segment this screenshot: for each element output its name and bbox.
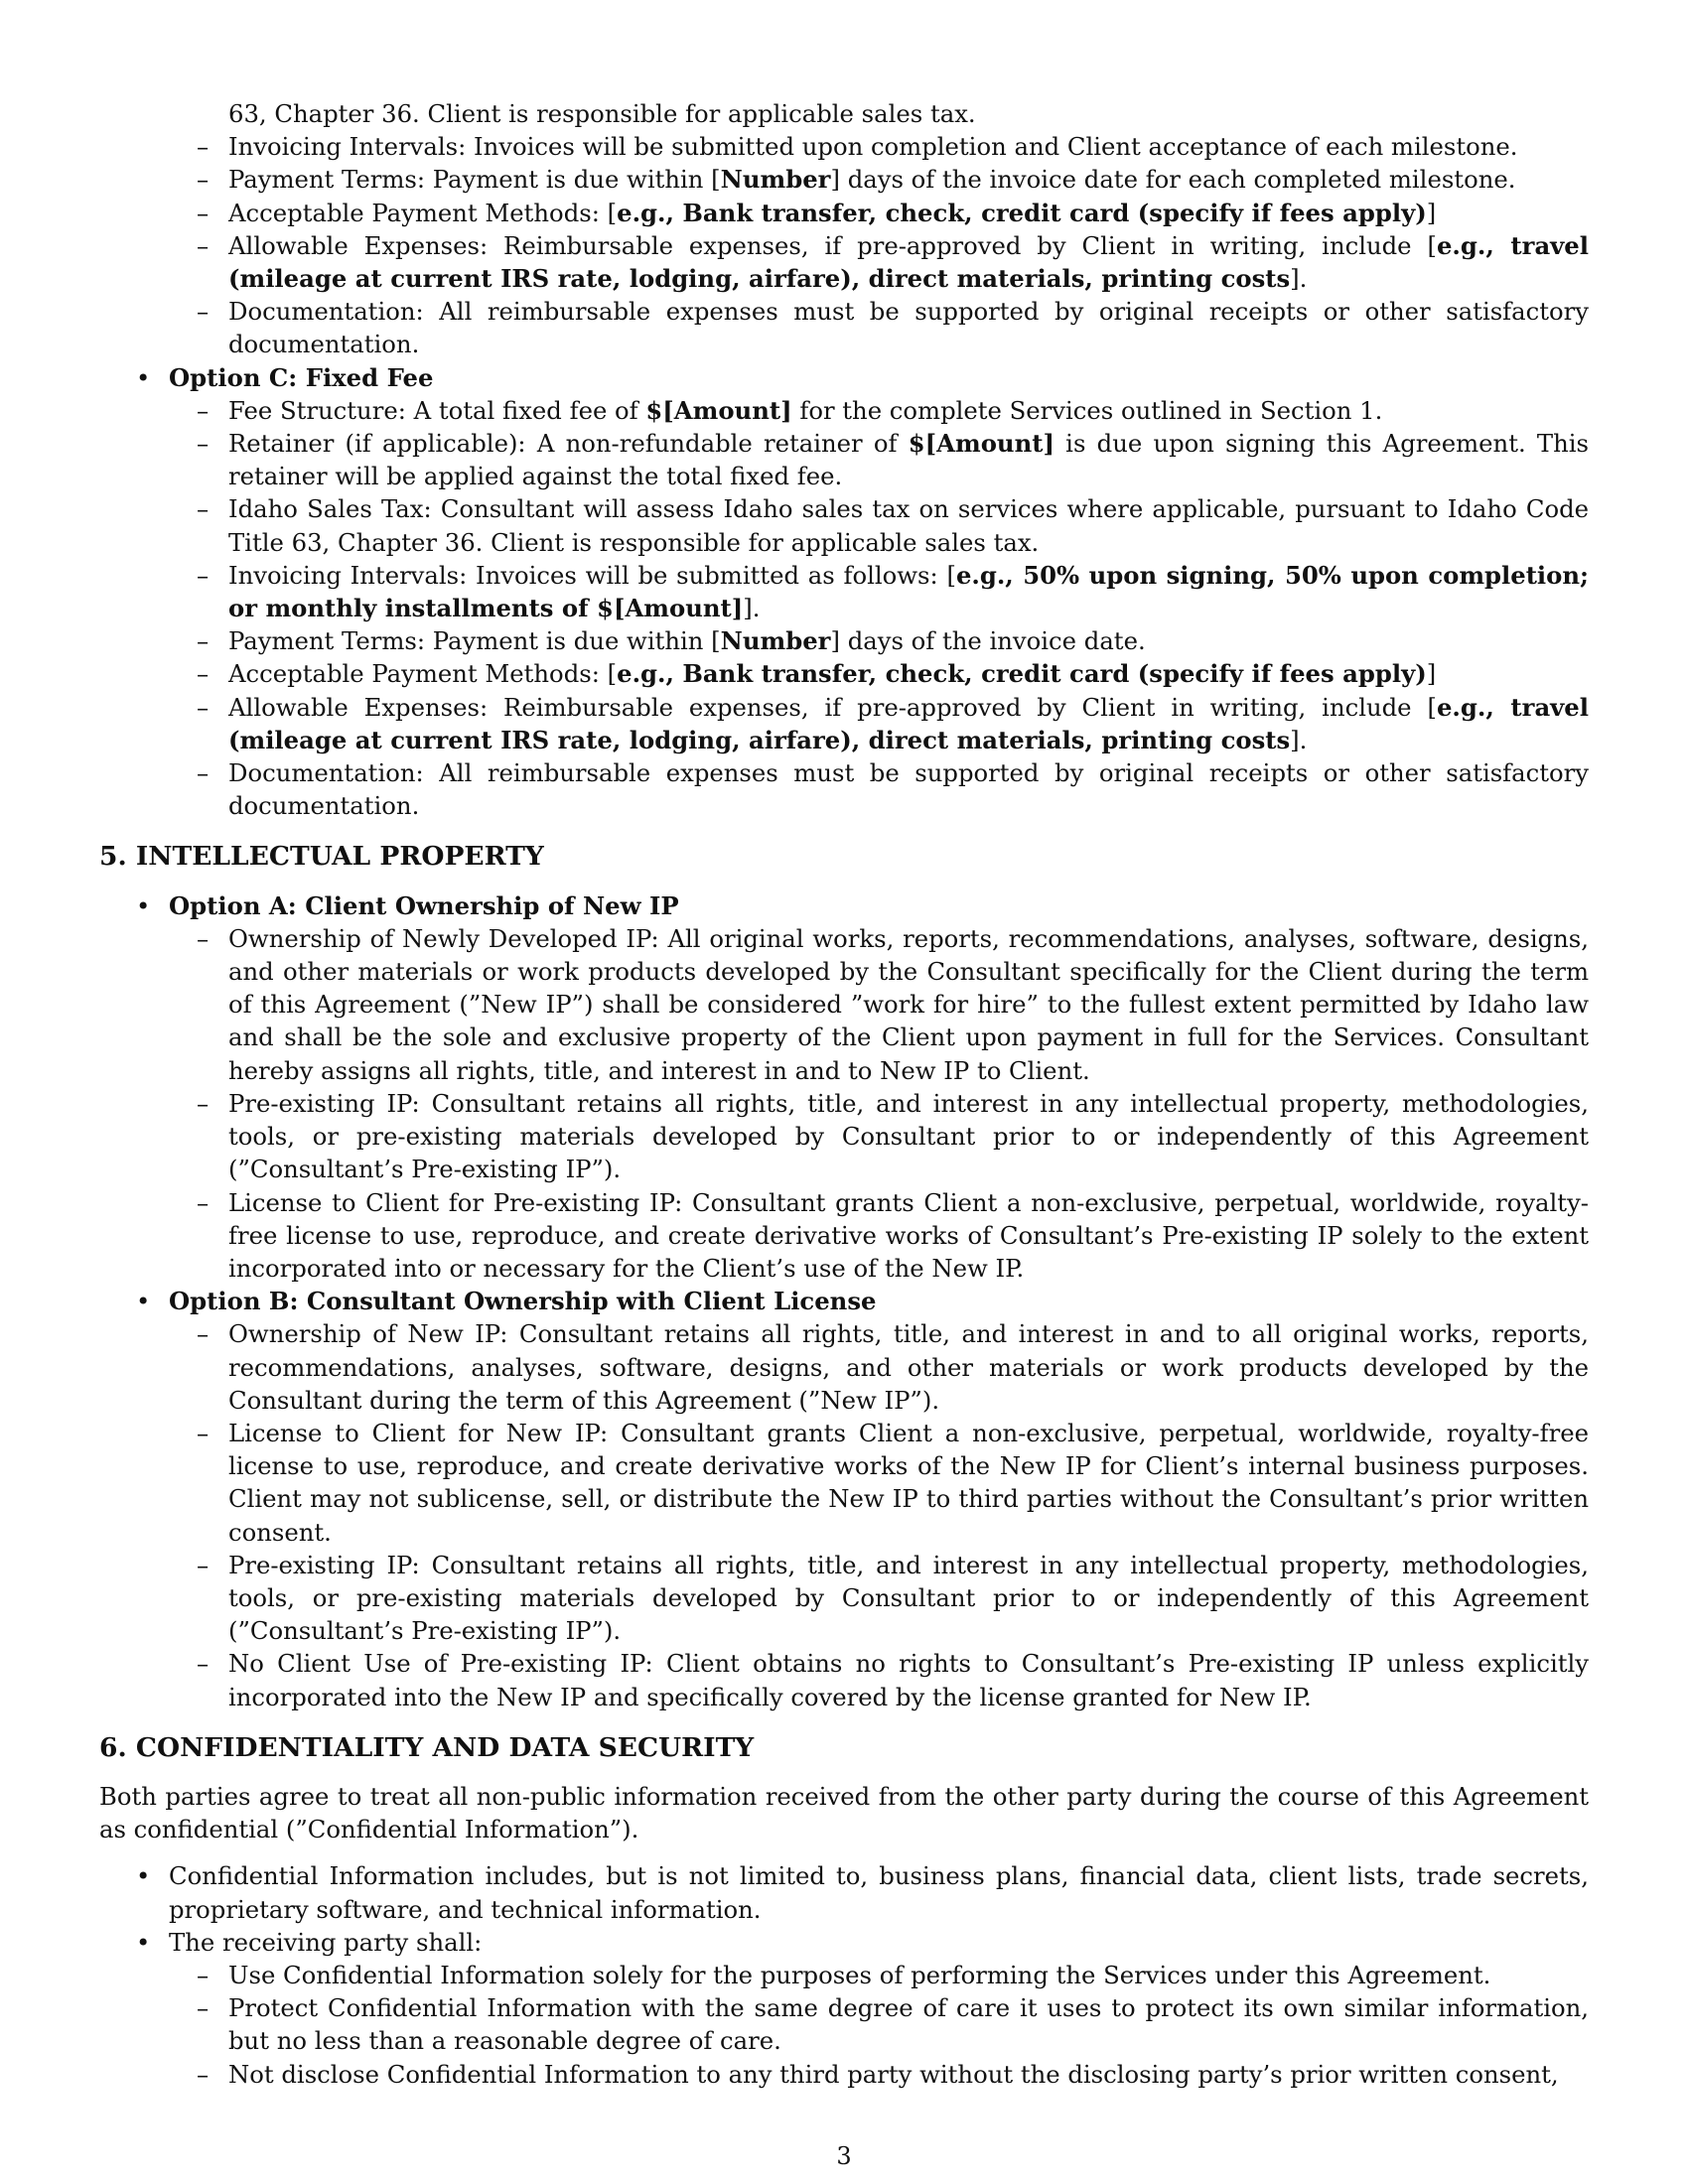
bold-placeholder: e.g., travel (mileage at current IRS rate, lodging, airfare), direct materials, printing costs (228, 230, 1589, 294)
bold-placeholder: e.g., travel (mileage at current IRS rate, lodging, airfare), direct materials, printing costs (228, 692, 1589, 754)
bold-placeholder: e.g., Bank transfer, check, credit card (specify if fees apply) (617, 659, 1427, 689)
bold-placeholder: $[Amount] (908, 429, 1055, 459)
list-item: – No Client Use of Pre-existing IP: Client obtains no rights to Consultant’s Pre-existing IP unless explicitly incorporated into the New IP and specifically covered by the license granted for New IP. (99, 1647, 1589, 1712)
option-a-title: • Option A: Client Ownership of New IP (169, 890, 679, 920)
section4-optionB-list (99, 130, 1589, 360)
list-item: – Ownership of New IP: Consultant retains all rights, title, and interest in and to all original works, reports, recommendations, analyses, software, designs, and other materials or work products developed by the Consultant during the term of this Agreement (”New IP”). (99, 1317, 1589, 1417)
list-item: – Use Confidential Information solely for the purposes of performing the Services under this Agreement. (99, 1959, 1589, 1991)
list-item: – Pre-existing IP: Consultant retains all rights, title, and interest in any intellectual property, methodologies, tools, or pre-existing materials developed by Consultant prior to or independently of this Agreement (”Consultant’s Pre-existing IP”). (99, 1549, 1589, 1648)
section4-optionC-list (99, 394, 1589, 823)
list-item: – Documentation: All reimbursable expenses must be supported by original receipts or other satisfactory documentation. (99, 756, 1589, 822)
option-c (99, 361, 1589, 394)
list-item: – Payment Terms: Payment is due within [Number] days of the invoice date for each completed milestone. (99, 163, 1589, 196)
list-item: – Pre-existing IP: Consultant retains all rights, title, and interest in any intellectual property, methodologies, tools, or pre-existing materials developed by Consultant prior to or independently of this Agreement (”Consultant’s Pre-existing IP”). (99, 1087, 1589, 1186)
list-item: – License to Client for New IP: Consultant grants Client a non-exclusive, perpetual, worldwide, royalty-free license to use, reproduce, and create derivative works of the New IP for Client’s internal business purposes. Client may not sublicense, sell, or distribute the New IP to third parties without the Consultant’s prior written consent. (99, 1417, 1589, 1549)
bold-placeholder: Number (720, 165, 831, 195)
list-item: – Protect Confidential Information with the same degree of care it uses to protect its own similar information, but no less than a reasonable degree of care. (99, 1991, 1589, 2057)
list-item: – License to Client for Pre-existing IP: Consultant grants Client a non-exclusive, perpetual, worldwide, royalty-free license to use, reproduce, and create derivative works of Consultant’s Pre-existing IP solely to the extent incorporated into or necessary for the Client’s use of the New IP. (99, 1186, 1589, 1286)
bold-placeholder: $[Amount] (645, 395, 792, 425)
section6-sublist (99, 1959, 1589, 2091)
option-b-title: • Option B: Consultant Ownership with Client License (169, 1287, 877, 1316)
document-page (99, 97, 1589, 2091)
section4-optionC (99, 361, 1589, 394)
section6-bullet-2: • The receiving party shall: (99, 1926, 1589, 1959)
list-item: – Invoicing Intervals: Invoices will be submitted as follows: [e.g., 50% upon signing, 50% upon completion; or monthly installments of $[Amount]]. (99, 559, 1589, 624)
list-item: – Documentation: All reimbursable expenses must be supported by original receipts or other satisfactory documentation. (99, 295, 1589, 360)
page-number: 3 (836, 2142, 852, 2170)
option-b (99, 1285, 1589, 1317)
section6-bullets (99, 1859, 1589, 1959)
list-item: – Ownership of Newly Developed IP: All original works, reports, recommendations, analyses, software, designs, and other materials or work products developed by the Consultant specifically for the Client during the term of this Agreement (”New IP”) shall be considered ”work for hire” to the fullest extent permitted by Idaho law and shall be the sole and exclusive property of the Client upon payment in full for the Services. Consultant hereby assigns all rights, title, and interest in and to New IP to Client. (99, 922, 1589, 1087)
section6-bullet-1: • Confidential Information includes, but is not limited to, business plans, financial data, client lists, trade secrets, proprietary software, and technical information. (99, 1859, 1589, 1925)
list-item: – Fee Structure: A total fixed fee of $[Amount] for the complete Services outlined in Section 1. (99, 394, 1589, 427)
list-item: – Allowable Expenses: Reimbursable expenses, if pre-approved by Client in writing, include [e.g., travel (mileage at current IRS rate, lodging, airfare), direct materials, printing costs]. (99, 691, 1589, 756)
list-item: – Retainer (if applicable): A non-refundable retainer of $[Amount] is due upon signing this Agreement. This retainer will be applied against the total fixed fee. (99, 427, 1589, 492)
section5-optionB (99, 1285, 1589, 1317)
list-item: – Acceptable Payment Methods: [e.g., Bank transfer, check, credit card (specify if fees apply)] (99, 197, 1589, 229)
list-item: – Payment Terms: Payment is due within [Number] days of the invoice date. (99, 624, 1589, 657)
list-item: – Idaho Sales Tax: Consultant will assess Idaho sales tax on services where applicable, pursuant to Idaho Code Title 63, Chapter 36. Client is responsible for applicable sales tax. (99, 492, 1589, 558)
list-item: – Invoicing Intervals: Invoices will be submitted upon completion and Client acceptance of each milestone. (99, 130, 1589, 163)
section5-optionA (99, 889, 1589, 922)
option-c-title: • Option C: Fixed Fee (169, 362, 434, 392)
section5-optionB-list (99, 1317, 1589, 1712)
bold-placeholder: e.g., 50% upon signing, 50% upon completion; or monthly installments of $[Amount] (228, 560, 1589, 623)
section5-heading: 5. INTELLECTUAL PROPERTY (99, 841, 544, 873)
section6-intro: Both parties agree to treat all non-public information received from the other party during the course of this Agreement as confidential (”Confidential Information”). (99, 1781, 1589, 1844)
section5-optionA-list (99, 922, 1589, 1285)
list-item: – Not disclose Confidential Information to any third party without the disclosing party’s prior written consent, (99, 2058, 1589, 2091)
continuation-line: 63, Chapter 36. Client is responsible for applicable sales tax. (228, 99, 976, 128)
option-a (99, 889, 1589, 922)
list-item: – Acceptable Payment Methods: [e.g., Bank transfer, check, credit card (specify if fees apply)] (99, 657, 1589, 690)
bold-placeholder: e.g., Bank transfer, check, credit card (specify if fees apply) (617, 198, 1427, 227)
bold-placeholder: Number (720, 626, 831, 656)
section6-heading: 6. CONFIDENTIALITY AND DATA SECURITY (99, 1731, 755, 1763)
list-item: – Allowable Expenses: Reimbursable expenses, if pre-approved by Client in writing, include [e.g., travel (mileage at current IRS rate, lodging, airfare), direct materials, printing costs]. (99, 229, 1589, 295)
